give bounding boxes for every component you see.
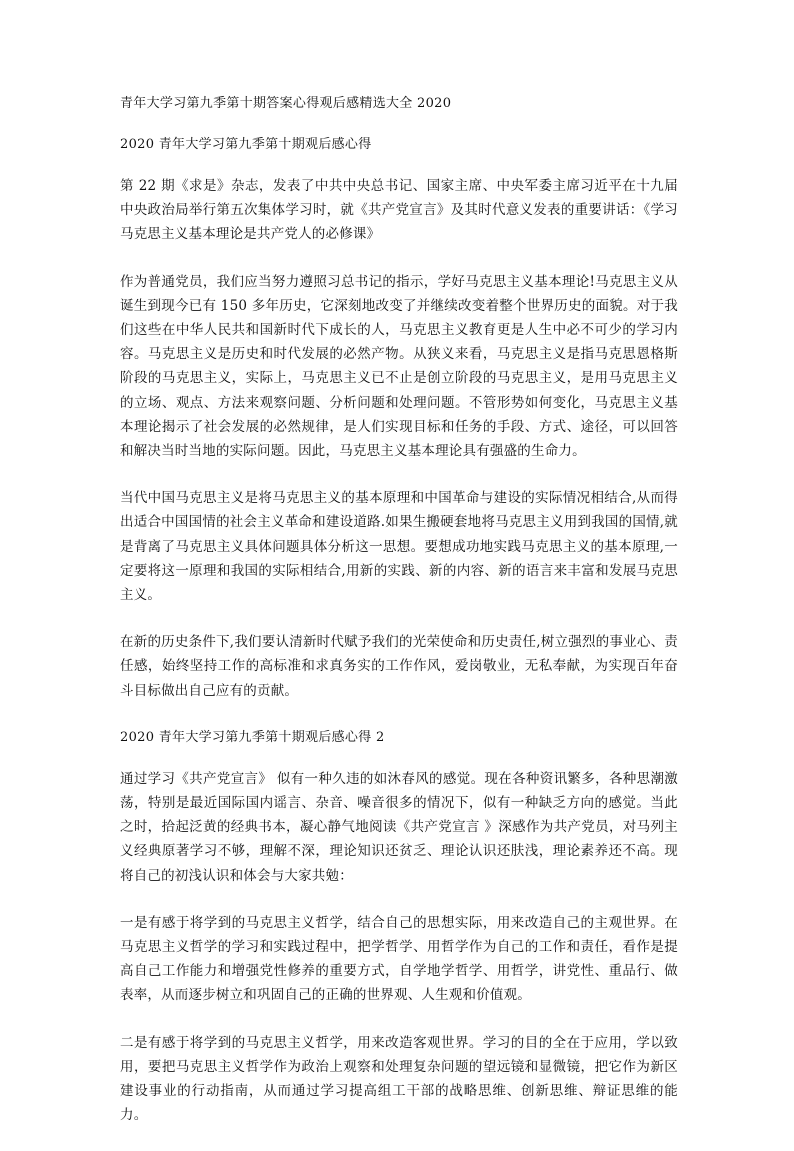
paragraph: 在新的历史条件下,我们要认清新时代赋予我们的光荣使命和历史责任,树立强烈的事业心、责任感，始终坚持工作的高标准和求真务实的工作作风，爱岗敬业，无私奉献，为实现百年奋斗目标做出自己应有的贡献。 <box>120 634 678 699</box>
document-title: 青年大学习第九季第十期答案心得观后感精选大全 2020 <box>120 96 452 111</box>
paragraph: 作为普通党员，我们应当努力遵照习总书记的指示，学好马克思主义基本理论!马克思主义从诞生到现今已有 150 多年历史，它深刻地改变了并继续改变着整个世界历史的面貌。对于我们这些在中华人民共和国新时代下成长的人，马克思主义教育更是人生中必不可少的学习内容。马克思主义是历史和时代发展的必然产物。从狭义来看，马克思主义是指马克思恩格斯阶段的马克思主义，实际上，马克思主义已不止是创立阶段的马克思主义，是用马克思主义的立场、观点、方法来观察问题、分析问题和处理问题。不管形势如何变化，马克思主义基本理论揭示了社会发展的必然规律，是人们实现目标和任务的手段、方式、途径，可以回答和解决当时当地的实际问题。因此，马克思主义基本理论具有强盛的生命力。 <box>120 273 678 460</box>
paragraph: 第 22 期《求是》杂志，发表了中共中央总书记、国家主席、中央军委主席习近平在十九届中央政治局举行第五次集体学习时，就《共产党宣言》及其时代意义发表的重要讲话：《学习马克思主义基本理论是共产党人的必修课》 <box>120 178 678 243</box>
paragraph: 通过学习《共产党宣言》 似有一种久违的如沐春风的感觉。现在各种资讯繁多，各种思潮激荡，特别是最近国际国内谣言、杂音、噪音很多的情况下，似有一种缺乏方向的感觉。当此之时，拾起泛黄的经典书本，凝心静气地阅读《共产党宣言 》深感作为共产党员，对马列主义经典原著学习不够，理解不深，理论知识还贫乏、理论认识还肤浅，理论素养还不高。现将自己的初浅认识和体会与大家共勉： <box>120 770 678 884</box>
section-heading-2: 2020 青年大学习第九季第十期观后感心得 2 <box>120 729 385 745</box>
paragraph: 二是有感于将学到的马克思主义哲学，用来改造客观世界。学习的目的全在于应用，学以致用，要把马克思主义哲学作为政治上观察和处理复杂问题的望远镜和显微镜，把它作为新区建设事业的行动指南，从而通过学习提高组工干部的战略思维、创新思维、辩证思维的能力。 <box>120 1034 678 1124</box>
paragraph: 当代中国马克思主义是将马克思主义的基本原理和中国革命与建设的实际情况相结合,从而得出适合中国国情的社会主义革命和建设道路.如果生搬硬套地将马克思主义用到我国的国情,就是背离了马克思主义具体问题具体分析这一思想。要想成功地实践马克思主义的基本原理,一定要将这一原理和我国的实际相结合,用新的实践、新的内容、新的语言来丰富和发展马克思主义。 <box>120 490 678 604</box>
section-heading-1: 2020 青年大学习第九季第十期观后感心得 <box>120 137 372 152</box>
paragraph: 一是有感于将学到的马克思主义哲学，结合自己的思想实际，用来改造自己的主观世界。在马克思主义哲学的学习和实践过程中，把学哲学、用哲学作为自己的工作和责任，看作是提高自己工作能力和增强党性修养的重要方式，自学地学哲学、用哲学，讲党性、重品行、做表率，从而逐步树立和巩固自己的正确的世界观、人生观和价值观。 <box>120 914 678 1004</box>
document-page <box>120 92 678 1151</box>
